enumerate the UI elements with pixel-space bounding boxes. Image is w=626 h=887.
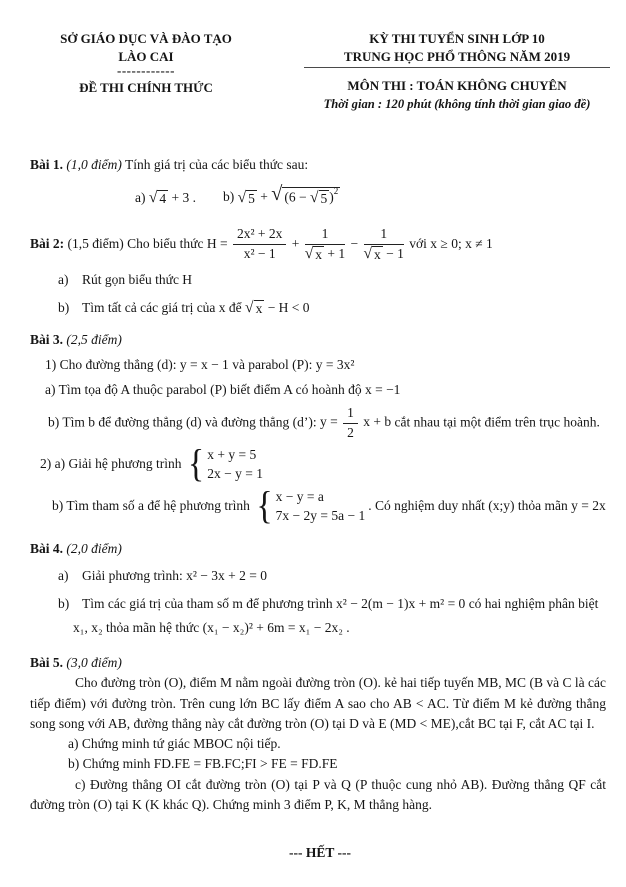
problem-1-expressions [30,183,610,209]
dash-divider: ------------ [117,63,175,79]
header-right [304,30,610,113]
brace-icon: { [187,443,205,486]
radical-icon: √ [304,244,314,262]
problem-4a: a) Giải phương trình: x² − 3x + 2 = 0 [58,568,267,584]
problem-4b-line2: x₁, x₂ thỏa mãn hệ thức (x₁ − x₂)² + 6m = x₁ − 2x₂ . [73,619,350,635]
problem-5-statement: Cho đường tròn (O), điểm M nằm ngoài đường tròn (O). kẻ hai tiếp tuyến MB, MC (B và C là các tiếp điểm) với đường tròn. Trên cung lớn BC lấy điểm A sao cho AB < AC. Từ điểm M kẻ đường thẳng song song với AB, đường thẳng này cắt đường tròn (O) tại D và E (MD < ME),cắt BC tại F, cắt AC tại I. [30,675,606,731]
problem-4-label: Bài 4. [30,541,64,557]
sqrt-expression: √ 4 [148,189,167,207]
radical-icon: √ [363,244,373,262]
problem-2b: b) Tìm tất cả các giá trị của x để √ x − H < 0 [58,298,310,316]
problem-3-points: (2,5 điểm) [66,331,122,347]
problem-3-1: 1) Cho đường thẳng (d): y = x − 1 và parabol (P): y = 3x² [45,357,355,373]
end-marker: --- HẾT --- [289,845,351,861]
equation-system: { x − y = a 7x − 2y = 5a − 1 [256,484,366,528]
problem-2a: a) Rút gọn biểu thức H [58,272,193,288]
problem-3-1a: a) Tìm tọa độ A thuộc parabol (P) biết điểm A có hoành độ x = −1 [45,382,401,398]
sqrt-expression: √ x [245,298,263,316]
formula-H: H = $\frac{\text{2x² + 2x}}{\text{x² − 1}}$ + 1 √ x + 1 − 1 √ x − 1 [206,225,404,262]
expression-1a: a) √ 4 + 3 . [135,189,197,207]
problem-2-heading [30,226,610,264]
problem-5b: b) Chứng minh FD.FE = FB.FC;FI > FE = FD.FE [68,756,338,772]
problem-4b: b) Tìm các giá trị của tham số m để phương trình x² − 2(m − 1)x + m² = 0 có hai nghiệm phân biệt [58,595,599,611]
brace-icon: { [256,484,273,528]
problem-2-condition: với x ≥ 0; x ≠ 1 [409,235,493,251]
problem-1-intro: Tính giá trị của các biểu thức sau: [125,157,309,173]
problem-4-heading [30,539,610,559]
equation-system: { x + y = 5 2x − y = 1 [187,443,263,486]
problem-3-2b: b) Tìm tham số a để hệ phương trình { x − y = a 7x − 2y = 5a − 1 . Có nghiệm duy nhất (x;y) thỏa mãn y = 2x [52,484,606,528]
department-name: SỞ GIÁO DỤC VÀ ĐÀO TẠO [60,31,232,46]
subject-line: MÔN THI : TOÁN KHÔNG CHUYÊN [347,78,567,94]
problem-1-heading [30,155,610,175]
problem-2-points: (1,5 điểm) [67,235,124,251]
header-left [30,30,262,113]
radical-icon: √ [271,183,283,206]
problem-5a: a) Chứng minh tứ giác MBOC nội tiếp. [68,736,281,752]
problem-3-2a: 2) a) Giải hệ phương trình { x + y = 5 2x − y = 1 [40,443,263,486]
sqrt-expression: √ (6 − √ 5 )$^2$ [271,183,339,206]
fraction: 1 √ x − 1 [363,225,404,262]
duration-line: Thời gian : 120 phút (không tính thời gian giao đề) [323,96,591,111]
official-exam-label: ĐỀ THI CHÍNH THỨC [79,79,213,95]
problem-5-heading [30,653,610,673]
problem-4-points: (2,0 điểm) [66,541,122,557]
problem-1-points: (1,0 điểm) [66,157,122,173]
problem-3-1b: b) Tìm b để đường thẳng (d) và đường thẳng (d’): y = $\frac{1}{2}$ x + b cắt nhau tại một điểm trên trục hoành. [48,404,600,440]
exam-title-line2: TRUNG HỌC PHỔ THÔNG NĂM 2019 [304,48,610,68]
header [30,30,610,113]
problem-3-heading [30,330,610,350]
half-x-plus-b-formula: y = $\frac{1}{2}$ x + b [319,404,392,440]
problem-5-label: Bài 5. [30,655,64,671]
province-name: LÀO CAI [118,49,174,65]
problem-3-label: Bài 3. [30,331,64,347]
radical-icon: √ [245,298,254,316]
fraction: $\frac{\text{2x² + 2x}}{\text{x² − 1}}$ [233,226,286,263]
sqrt-expression: √ 5 [310,188,328,206]
expression-1b: b) √ 5 + √ (6 − √ 5 )$^2$ [223,187,340,209]
radical-icon: √ [237,188,247,206]
fraction: $\frac{1}{2}$ [343,405,358,442]
sqrt-expression: √ 5 [237,188,255,206]
radical-icon: √ [148,189,158,207]
radical-icon: √ [310,188,319,206]
fraction: 1 √ x + 1 [304,225,346,262]
problem-5-points: (3,0 điểm) [66,655,122,671]
exam-title-line1: KỲ THI TUYỂN SINH LỚP 10 [369,31,545,46]
problem-1-label: Bài 1. [30,157,64,173]
problem-2-label: Bài 2: [30,235,65,251]
problem-5c: c) Đường thẳng OI cắt đường tròn (O) tại P và Q (P thuộc cung nhỏ AB). Đường thẳng QF cắt đường tròn (O) tại K (K khác Q). Chứng minh 3 điểm P, K, M thẳng hàng. [30,776,606,812]
problem-2-intro: Cho biểu thức [127,235,204,251]
